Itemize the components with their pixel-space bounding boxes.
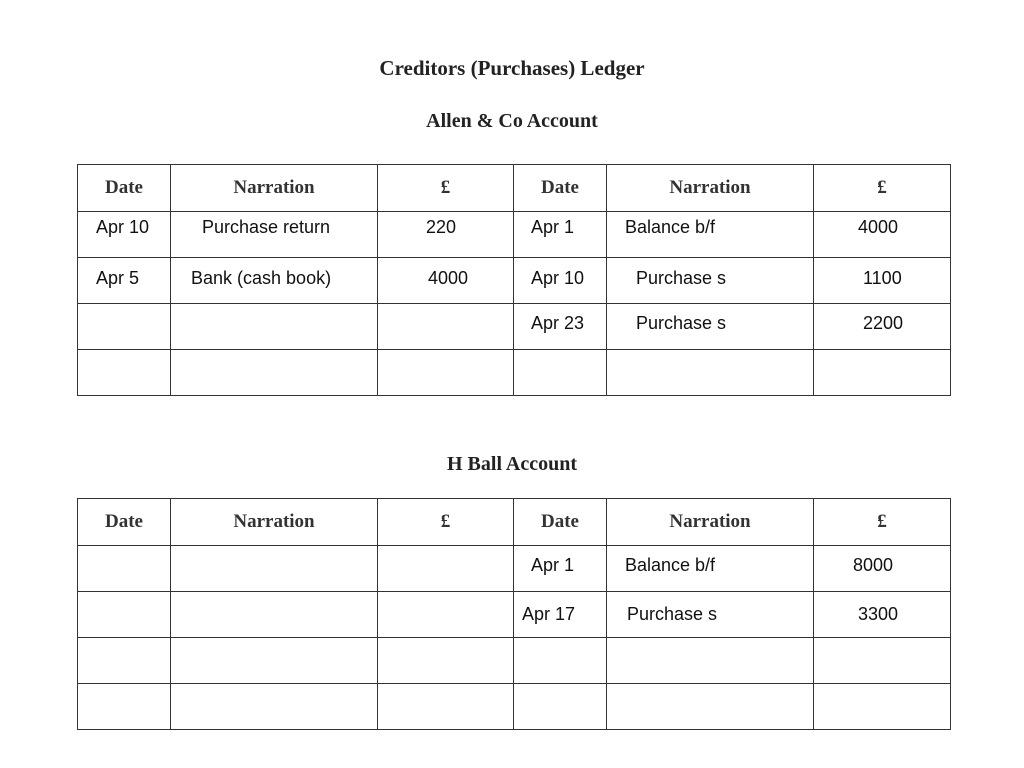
debit-narration-cell: Bank (cash book) xyxy=(171,258,378,304)
credit-amount-cell xyxy=(814,350,951,396)
credit-amount-cell: 1100 xyxy=(814,258,951,304)
table-row xyxy=(78,546,951,592)
header-amount-debit: £ xyxy=(378,499,514,546)
credit-amount-cell: 3300 xyxy=(814,592,951,638)
table-header-row xyxy=(78,499,951,546)
allen-account-title: Allen & Co Account xyxy=(426,110,598,132)
header-date-debit: Date xyxy=(78,165,171,212)
debit-date-cell xyxy=(78,350,171,396)
credit-narration-cell xyxy=(607,350,814,396)
debit-date-cell xyxy=(78,592,171,638)
debit-amount-cell xyxy=(378,304,514,350)
debit-narration-cell xyxy=(171,592,378,638)
debit-amount-cell: 4000 xyxy=(378,258,514,304)
credit-date-cell: Apr 17 xyxy=(514,592,607,638)
debit-amount-cell xyxy=(378,350,514,396)
debit-narration-cell xyxy=(171,350,378,396)
header-date-credit: Date xyxy=(514,165,607,212)
debit-date-cell xyxy=(78,684,171,730)
debit-date-cell xyxy=(78,546,171,592)
debit-narration-cell xyxy=(171,304,378,350)
debit-amount-cell xyxy=(378,546,514,592)
header-amount-credit: £ xyxy=(814,499,951,546)
credit-amount-cell: 8000 xyxy=(814,546,951,592)
h-ball-account-table xyxy=(77,498,951,730)
credit-narration-cell: Balance b/f xyxy=(607,212,814,258)
table-row xyxy=(78,592,951,638)
credit-date-cell xyxy=(514,350,607,396)
table-row xyxy=(78,638,951,684)
debit-narration-cell xyxy=(171,638,378,684)
header-amount-debit: £ xyxy=(378,165,514,212)
credit-amount-cell xyxy=(814,638,951,684)
header-date-credit: Date xyxy=(514,499,607,546)
credit-narration-cell xyxy=(607,638,814,684)
table-row xyxy=(78,684,951,730)
debit-narration-cell xyxy=(171,684,378,730)
header-amount-credit: £ xyxy=(814,165,951,212)
credit-date-cell: Apr 1 xyxy=(514,546,607,592)
credit-amount-cell: 4000 xyxy=(814,212,951,258)
debit-narration-cell: Purchase return xyxy=(171,212,378,258)
credit-narration-cell: Purchase s xyxy=(607,304,814,350)
credit-narration-cell xyxy=(607,684,814,730)
header-date-debit: Date xyxy=(78,499,171,546)
header-narration-debit: Narration xyxy=(171,165,378,212)
debit-amount-cell: 220 xyxy=(378,212,514,258)
credit-date-cell: Apr 10 xyxy=(514,258,607,304)
debit-date-cell xyxy=(78,304,171,350)
header-narration-debit: Narration xyxy=(171,499,378,546)
credit-narration-cell: Purchase s xyxy=(607,592,814,638)
credit-narration-cell: Purchase s xyxy=(607,258,814,304)
header-narration-credit: Narration xyxy=(607,165,814,212)
credit-date-cell: Apr 1 xyxy=(514,212,607,258)
table-row xyxy=(78,212,951,258)
debit-date-cell xyxy=(78,638,171,684)
ledger-title: Creditors (Purchases) Ledger xyxy=(379,56,645,80)
credit-date-cell xyxy=(514,684,607,730)
table-row xyxy=(78,304,951,350)
credit-date-cell: Apr 23 xyxy=(514,304,607,350)
credit-amount-cell xyxy=(814,684,951,730)
credit-amount-cell: 2200 xyxy=(814,304,951,350)
debit-date-cell: Apr 5 xyxy=(78,258,171,304)
h-ball-account-title: H Ball Account xyxy=(446,453,577,475)
debit-amount-cell xyxy=(378,684,514,730)
debit-amount-cell xyxy=(378,592,514,638)
credit-date-cell xyxy=(514,638,607,684)
debit-amount-cell xyxy=(378,638,514,684)
header-narration-credit: Narration xyxy=(607,499,814,546)
credit-narration-cell: Balance b/f xyxy=(607,546,814,592)
table-row xyxy=(78,258,951,304)
allen-account-table xyxy=(77,164,951,396)
debit-date-cell: Apr 10 xyxy=(78,212,171,258)
table-header-row xyxy=(78,165,951,212)
debit-narration-cell xyxy=(171,546,378,592)
table-row xyxy=(78,350,951,396)
